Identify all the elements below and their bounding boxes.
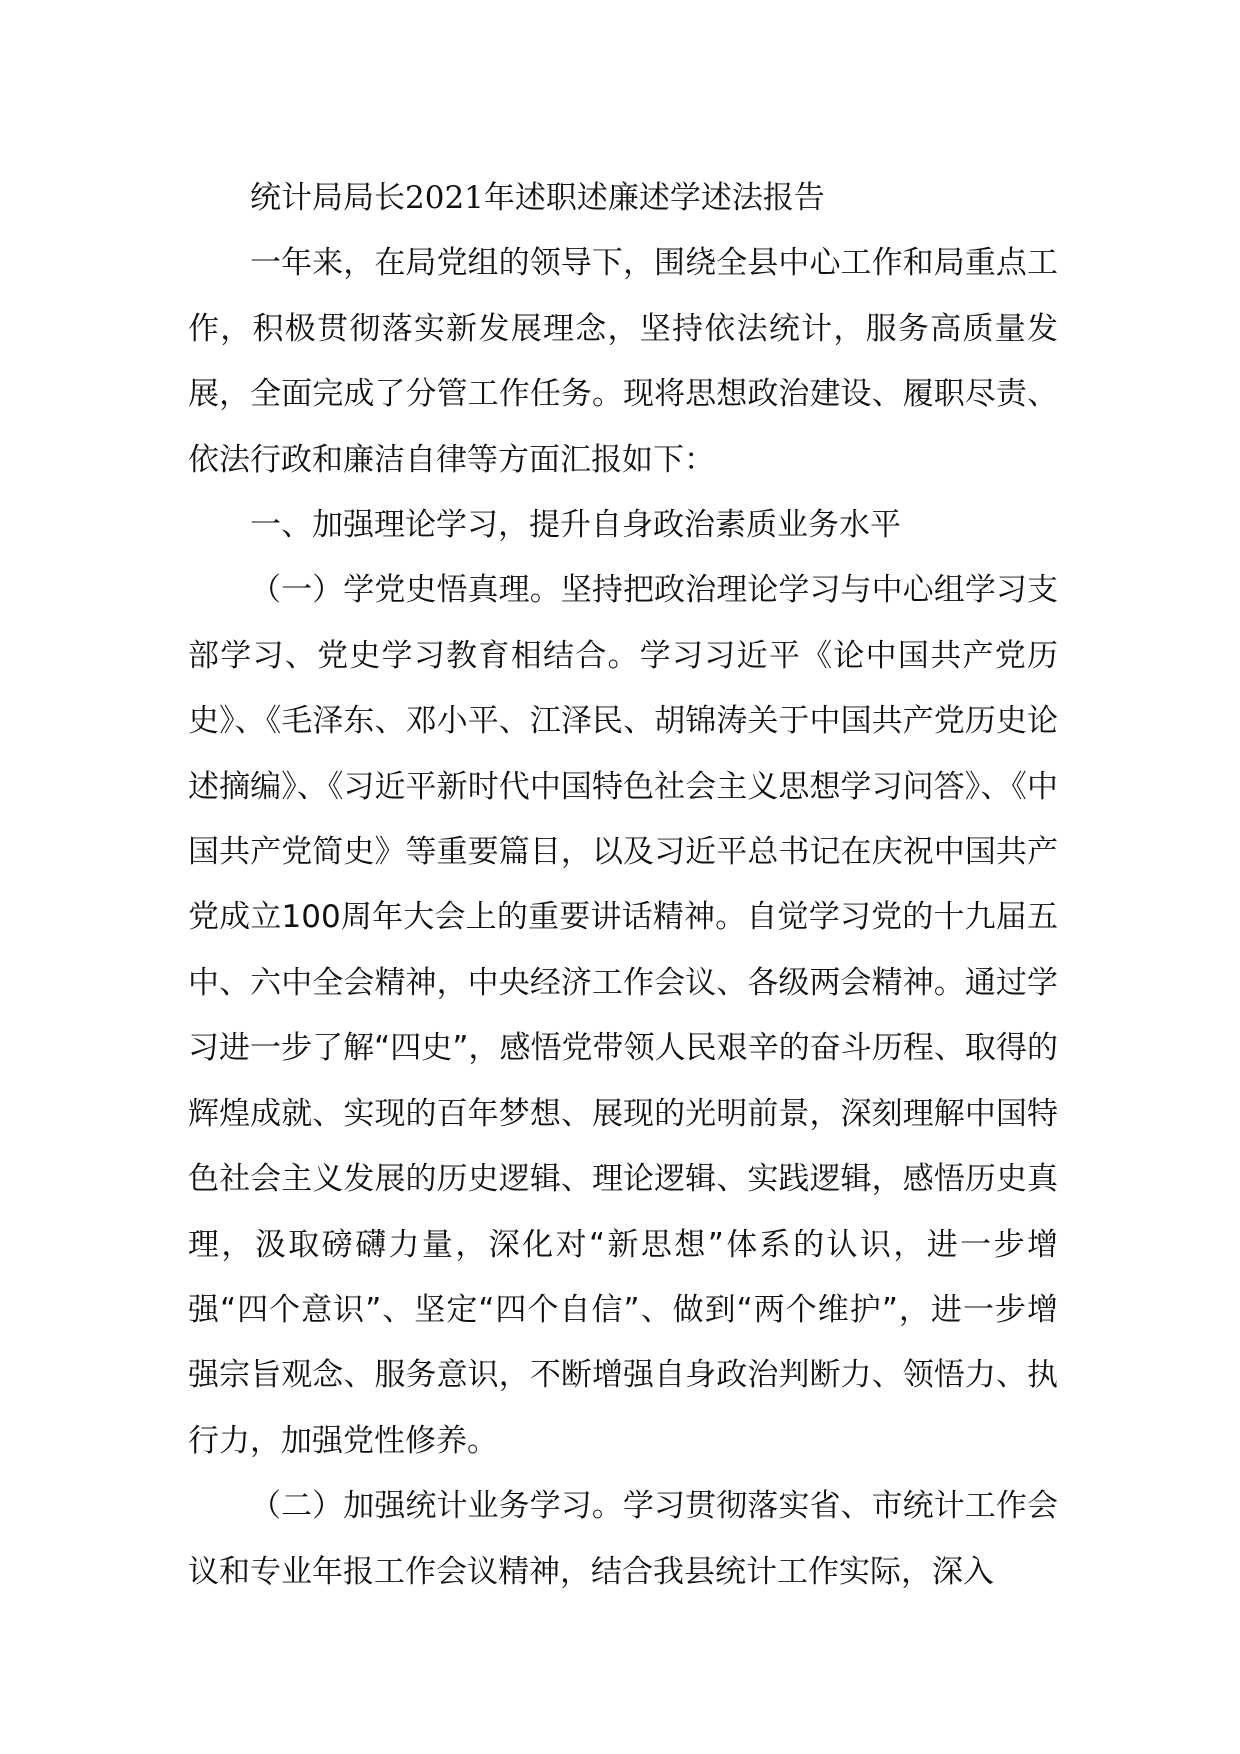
paragraph-study-party-history: （一）学党史悟真理。坚持把政治理论学习与中心组学习支部学习、党史学习教育相结合。学习习近平《论中国共产党历史》、《毛泽东、邓小平、江泽民、胡锦涛关于中国共产党历史论述摘编》、《习近平新时代中国特色社会主义思想学习问答》、《中国共产党简史》等重要篇目，以及习近平总书记在庆祝中国共产党成立100周年大会上的重要讲话精神。自觉学习党的十九届五中、六中全会精神，中央经济工作会议、各级两会精神。通过学习进一步了解“四史”，感悟党带领人民艰辛的奋斗历程、取得的辉煌成就、实现的百年梦想、展现的光明前景，深刻理解中国特色社会主义发展的历史逻辑、理论逻辑、实践逻辑，感悟历史真理，汲取磅礴力量，深化对“新思想”体系的认识，进一步增强“四个意识”、坚定“四个自信”、做到“两个维护”，进一步增强宗旨观念、服务意识，不断增强自身政治判断力、领悟力、执行力，加强党性修养。 (188, 572, 1058, 1459)
paragraph-intro: 一年来，在局党组的领导下，围绕全县中心工作和局重点工作，积极贯彻落实新发展理念，坚持依法统计，服务高质量发展，全面完成了分管工作任务。现将思想政治建设、履职尽责、依法行政和廉洁自律等方面汇报如下： (188, 245, 1058, 478)
paragraph-statistics-study: （二）加强统计业务学习。学习贯彻落实省、市统计工作会议和专业年报工作会议精神，结合我县统计工作实际，深入 (188, 1488, 1058, 1590)
document-title: 统计局局长2021年述职述廉述学述法报告 (250, 180, 825, 216)
document-body (188, 166, 1058, 1605)
section-heading-1: 一、加强理论学习，提升自身政治素质业务水平 (250, 507, 901, 544)
